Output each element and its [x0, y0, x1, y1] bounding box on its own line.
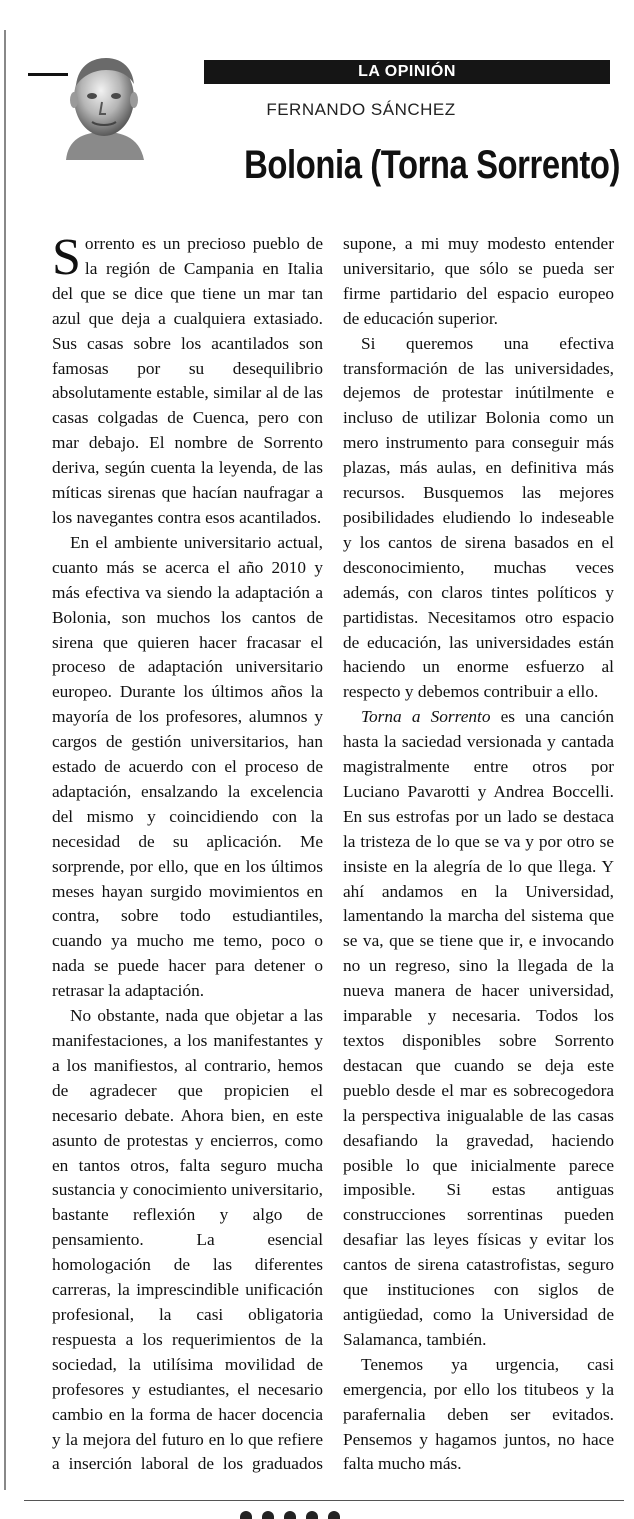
paragraph-1: [52, 229, 323, 531]
paragraph-5: [343, 705, 614, 1353]
article-headline: Bolonia (Torna Sorrento): [244, 143, 620, 187]
drop-cap: S: [52, 229, 81, 286]
paragraph-3: No obstante, nada que objetar a las manifestaciones, a los manifestantes y a los manifiestos, al contrario, hemos de agradecer que propicien el necesario debate. Ahora bien, en este asunto de protestas y encierros, como en tantos otros, falta seguro mucha sustancia y conocimiento universitario, bastante reflexión y algo de pensamiento. La esencial homologación de las diferentes carreras, la imprescindible unificación profesional, la casi obligatoria respuesta a los requerimientos de la sociedad, la utilísima movilidad de profesores y estudiantes, el necesario cambio en la forma de hacer docencia y la mejora del futuro en lo que refiere a inserción laboral de los graduados supone, a mi muy modesto entender universitario, que sólo se pueda ser firme partidario del espacio europeo de educación superior.: [52, 234, 614, 1474]
paragraph-4: Si queremos una efectiva transformación de las universidades, dejemos de protestar inútilmente e incluso de utilizar Bolonia como un mero instrumento para conseguir más plazas, más aulas, en definitiva más recursos. Busquemos las mejores posibilidades eludiendo lo indeseable y los cantos de sirena basados en el desconocimiento, muchas veces además, con claros tintes políticos y partidistas. Necesitamos otro espacio de educación, las universidades están haciendo un enorme esfuerzo al respecto y debemos contribuir a ello.: [343, 333, 614, 702]
author-portrait-icon: [58, 52, 150, 160]
cropped-footer-lettering: [240, 1508, 380, 1519]
paragraph-2: En el ambiente universitario actual, cuanto más se acerca el año 2010 y más efectiva va siendo la adaptación a Bolonia, son muchos los cantos de sirena que quieren hacer fracasar el proceso de adaptación universitario europeo. Durante los últimos años la mayoría de los profesores, alumnos y cargos de gestión universitarios, han estado de acuerdo con el proceso de adaptación, ensalzando la excelencia del mismo y coincidiendo con la necesidad de su aplicación. Me sorprende, por ello, que en los últimos meses hayan surgido movimientos en contra, sobre todo estudiantiles, cuando ya mucho me temo, poco o nada se puede hacer para detener o retrasar la adaptación.: [52, 532, 323, 1001]
song-title: Torna a Sorrento: [361, 707, 491, 727]
paragraph-1-text: orrento es un precioso pueblo de la región de Campania en Italia del que se dice que tiene un mar tan azul que deja a cualquiera extasiado. Sus casas sobre los acantilados son famosas por su desequilibrio absolutamente estable, similar al de las casas colgadas de Cuenca, pero con mar debajo. El nombre de Sorrento deriva, según cuenta la leyenda, de las míticas sirenas que hacían naufragar a los navegantes contra esos acantilados.: [52, 234, 323, 527]
section-banner: [204, 60, 610, 84]
page-edge: [4, 30, 6, 1490]
section-label: LA OPINIÓN: [358, 63, 456, 80]
paragraph-6: Tenemos ya urgencia, casi emergencia, por ello los titubeos y la parafernalia deben ser evitados. Pensemos y hagamos juntos, no hace falta mucho más.: [343, 1354, 614, 1474]
author-byline: FERNANDO SÁNCHEZ: [266, 100, 456, 119]
footer-rule: [24, 1500, 624, 1501]
paragraph-5-text: es una canción hasta la saciedad versionada y cantada magistralmente entre otros por Luciano Pavarotti y Andrea Boccelli. En sus estrofas por un lado se destaca la tristeza de lo que se va y por otro se insiste en la alegría de lo que llega. Y ahí andamos en la Universidad, lamentando la marcha del sistema que se va, que se tiene que ir, e invocando no un regreso, sino la llegada de la nueva manera de hacer universidad, imparable y necesaria. Todos los textos disponibles sobre Sorrento destacan que cuando se deja este pueblo desde el mar es sobrecogedora la perspectiva inigualable de las casas desafiando la gravedad, haciendo posible lo que inicialmente parece imposible. Si estas antiguas construcciones sorrentinas pueden desafiar las leyes físicas y evitar los cantos de sirena catastrofistas, seguro que instituciones con siglos de antigüedad, como la Universidad de Salamanca, también.: [343, 707, 615, 1349]
article-body: [52, 229, 615, 1500]
